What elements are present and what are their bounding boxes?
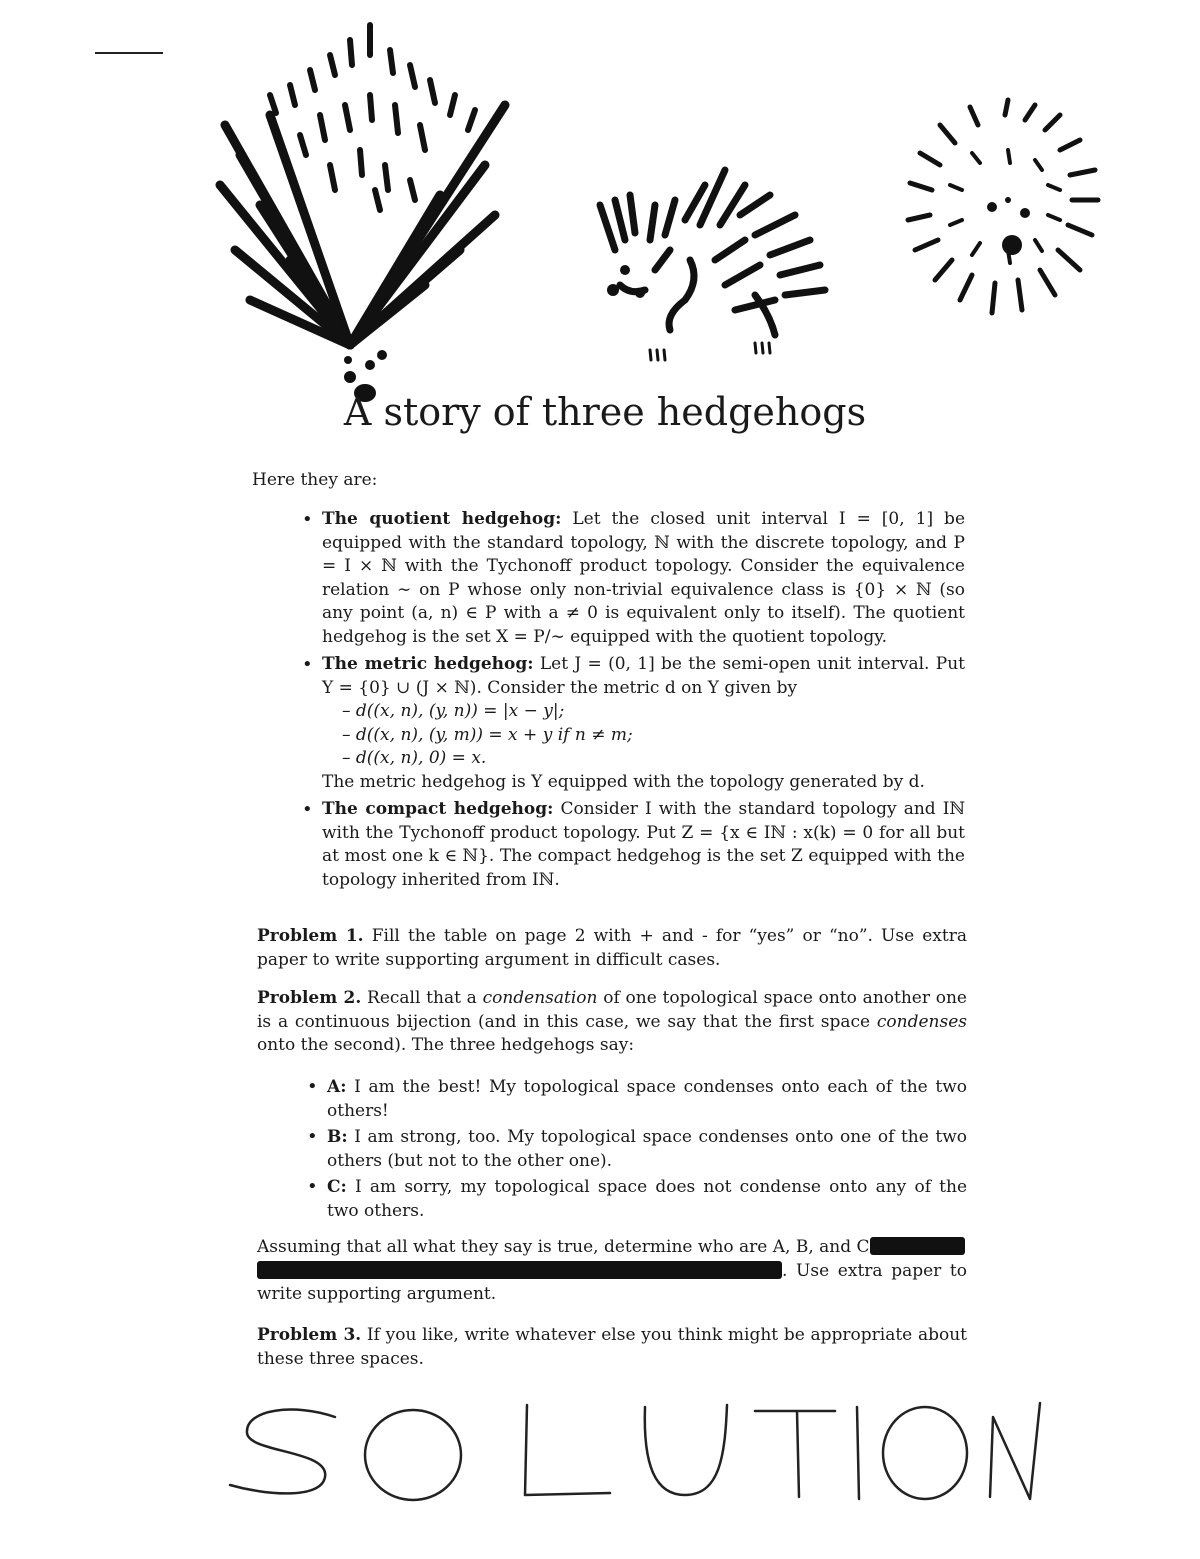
metric-formula-list bbox=[322, 700, 965, 771]
list-item-metric-hedgehog bbox=[300, 653, 965, 794]
scan-margin-mark bbox=[95, 52, 163, 54]
metric-hedgehog-text: Let J = (0, 1] be the semi-open unit interval. Put Y = {0} ∪ (J × ℕ). Consider the metric d on Y given by bbox=[322, 654, 965, 698]
problem-1-label: Problem 1. bbox=[257, 926, 364, 946]
claim-c-text: I am sorry, my topological space does not condense onto any of the two others. bbox=[327, 1177, 968, 1221]
problem-1-text: Fill the table on page 2 with + and - for “yes” or “no”. Use extra paper to write supporting argument in difficult cases. bbox=[257, 926, 967, 970]
problem-2-text-b: of one topological space onto another one is a continuous bijection (and in this case, we say that the first space bbox=[257, 988, 967, 1032]
metric-formula-same-spine: – d((x, n), (y, n)) = |x − y|; bbox=[342, 701, 565, 721]
page-title: A story of three hedgehogs bbox=[343, 390, 867, 434]
problem-3-text: If you like, write whatever else you think might be appropriate about these three spaces. bbox=[257, 1325, 967, 1369]
compact-hedgehog-drawing bbox=[900, 95, 1110, 345]
list-item-compact-hedgehog bbox=[300, 798, 965, 892]
metric-formula-to-center: – d((x, n), 0) = x. bbox=[342, 748, 487, 768]
problem-2-label: Problem 2. bbox=[257, 988, 362, 1008]
claim-a-text: I am the best! My topological space condenses onto each of the two others! bbox=[327, 1077, 967, 1121]
metric-formula-different-spines: – d((x, n), (y, m)) = x + y if n ≠ m; bbox=[342, 724, 633, 745]
claim-a-label: A: bbox=[327, 1077, 347, 1097]
claim-b-text: I am strong, too. My topological space condenses onto one of the two others (but not to the other one). bbox=[327, 1127, 968, 1171]
problem-3 bbox=[257, 1324, 967, 1371]
compact-hedgehog-heading: The compact hedgehog: bbox=[322, 799, 554, 819]
quotient-hedgehog-text: Let the closed unit interval I = [0, 1] be equipped with the standard topology, ℕ with the discrete topology, and P = I × ℕ with the Tychonoff product topology. Consider the equivalence relation ∼ on P whose only non-trivial equivalence class is {0} × ℕ (so any point (a, n) ∈ P with a ≠ 0 is equivalent only to itself). The quotient hedgehog is the set X = P/∼ equipped with the quotient topology. bbox=[322, 509, 966, 647]
problem-2-term-condenses: condenses bbox=[876, 1011, 968, 1032]
problem-3-label: Problem 3. bbox=[257, 1325, 362, 1345]
intro-text: Here they are: bbox=[252, 470, 378, 490]
problem-2-question-b: . Use extra paper to write supporting argument. bbox=[257, 1260, 967, 1304]
hedgehog-definitions bbox=[300, 508, 965, 896]
problem-2-term-condensation: condensation bbox=[482, 988, 598, 1008]
claim-b bbox=[305, 1125, 967, 1173]
metric-hedgehog-after: The metric hedgehog is Y equipped with the topology generated by d. bbox=[322, 771, 925, 792]
claim-c bbox=[305, 1175, 967, 1223]
problem-2-question-a: Assuming that all what they say is true, determine who are A, B, and C bbox=[257, 1237, 870, 1257]
compact-hedgehog-text: Consider I with the standard topology and Iℕ with the Tychonoff product topology. Put Z = {x ∈ Iℕ : x(k) = 0 for all but at most one k ∈ ℕ}. The compact hedgehog is the set Z equipped with the topology inherited from Iℕ. bbox=[322, 799, 965, 890]
hedgehog-claims bbox=[305, 1075, 967, 1225]
quotient-hedgehog-heading: The quotient hedgehog: bbox=[322, 509, 562, 529]
list-item-quotient-hedgehog bbox=[300, 508, 965, 649]
metric-hedgehog-drawing bbox=[595, 165, 845, 365]
problem-2-text-a: Recall that a bbox=[367, 988, 477, 1008]
claim-b-label: B: bbox=[327, 1127, 348, 1147]
problem-2-question bbox=[257, 1236, 967, 1307]
claim-a bbox=[305, 1075, 967, 1123]
redaction-bar bbox=[870, 1237, 965, 1255]
problem-2-text-c: onto the second). The three hedgehogs say: bbox=[257, 1035, 635, 1055]
redaction-bar bbox=[257, 1261, 782, 1279]
problem-2 bbox=[257, 987, 967, 1058]
claim-c-label: C: bbox=[327, 1177, 347, 1197]
metric-hedgehog-heading: The metric hedgehog: bbox=[322, 654, 534, 674]
quotient-hedgehog-drawing bbox=[210, 15, 530, 410]
handwritten-solution bbox=[225, 1395, 1055, 1515]
problem-1 bbox=[257, 925, 967, 972]
